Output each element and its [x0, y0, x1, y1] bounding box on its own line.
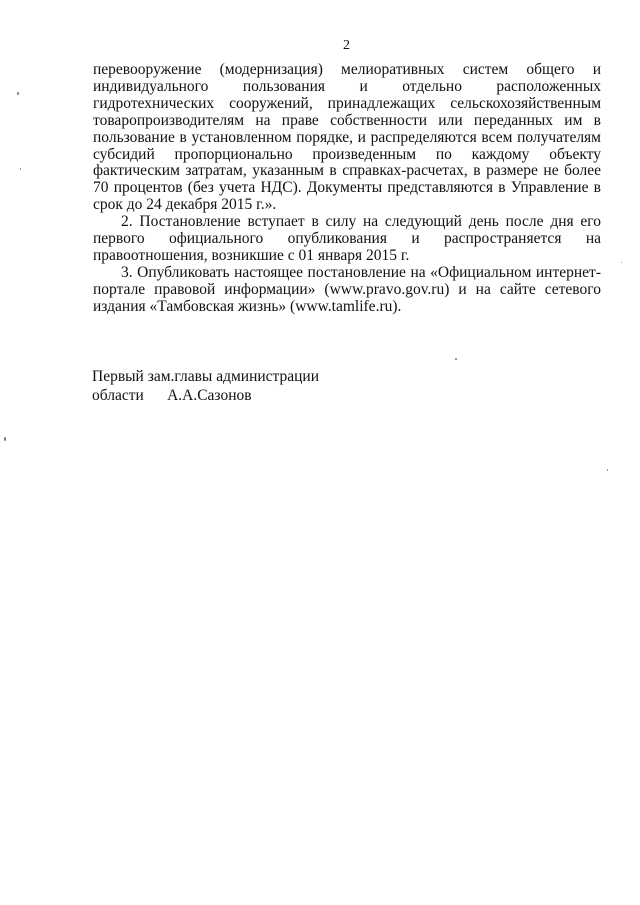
scan-speck	[20, 168, 21, 170]
page-number: 2	[343, 38, 350, 53]
signature-position: Первый зам.главы администрации	[92, 368, 320, 385]
signature-block	[92, 367, 319, 405]
scan-speck	[455, 358, 457, 360]
scan-speck	[17, 92, 19, 95]
paragraph-item-2: 2. Постановление вступает в силу на следующий день после дня его первого официального опубликования и распространяется на правоотношения, возникшие с 01 января 2015 г.	[93, 213, 601, 264]
signature-name-line	[92, 386, 319, 405]
paragraph-continuation: перевооружение (модернизация) мелиоративных систем общего и индивидуального пользования и отдельно расположенных гидротехнических сооружений, принадлежащих сельскохозяйственным товаропроизводителям на праве собственности или переданных им в пользование в установленном порядке, и распределяются всем получателям субсидий пропорционально произведенным по каждому объекту фактическим затратам, указанным в справках-расчетах, в размере не более 70 процентов (без учета НДС). Документы представляются в Управление в срок до 24 декабря 2015 г.».	[93, 61, 601, 214]
document-body	[93, 62, 601, 316]
signature-name: А.А.Сазонов	[167, 387, 252, 404]
scan-speck	[4, 437, 6, 441]
scan-speck	[607, 469, 608, 471]
signature-region: области	[92, 387, 144, 404]
paragraph-item-3: 3. Опубликовать настоящее постановление на «Официальном интернет-портале правовой информации» (www.pravo.gov.ru) и на сайте сетевого издания «Тамбовская жизнь» (www.tamlife.ru).	[93, 263, 601, 315]
scan-speck	[621, 262, 622, 263]
